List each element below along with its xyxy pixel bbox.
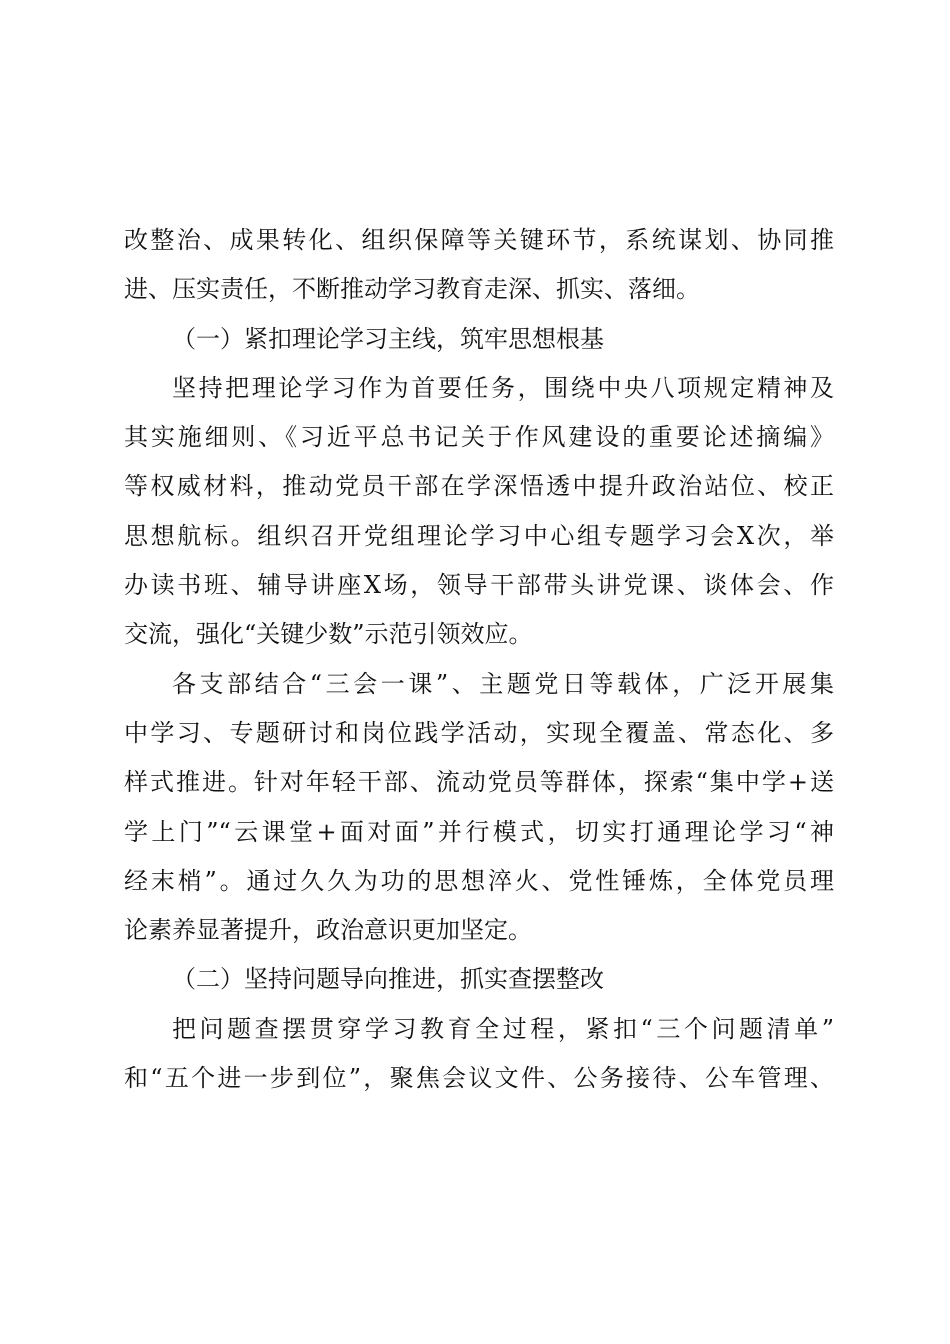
body-line: 其实施细则、《习近平总书记关于作风建设的重要论述摘编》 xyxy=(124,423,834,452)
body-line: 坚持把理论学习作为首要任务，围绕中央八项规定精神及 xyxy=(172,373,834,402)
body-line: 学上门”“云课堂+面对面”并行模式，切实打通理论学习“神 xyxy=(124,817,834,846)
body-line: 交流，强化“关键少数”示范引领效应。 xyxy=(124,620,533,649)
body-line: 进、压实责任，不断推动学习教育走深、抓实、落细。 xyxy=(124,275,700,304)
body-line: 和“五个进一步到位”，聚焦会议文件、公务接待、公车管理、 xyxy=(124,1064,834,1093)
body-line: 论素养显著提升，政治意识更加坚定。 xyxy=(124,916,532,945)
body-line: 办读书班、辅导讲座X场，领导干部带头讲党课、谈体会、作 xyxy=(124,571,834,600)
body-line: 把问题查摆贯穿学习教育全过程，紧扣“三个问题清单” xyxy=(172,1014,834,1043)
section-heading: （一）紧扣理论学习主线，筑牢思想根基 xyxy=(172,324,604,353)
body-line: 等权威材料，推动党员干部在学深悟透中提升政治站位、校正 xyxy=(124,472,834,501)
body-line: 思想航标。组织召开党组理论学习中心组专题学习会X次，举 xyxy=(124,521,834,550)
body-line: 经末梢”。通过久久为功的思想淬火、党性锤炼，全体党员理 xyxy=(124,866,834,895)
body-line: 中学习、专题研讨和岗位践学活动，实现全覆盖、常态化、多 xyxy=(124,718,834,747)
document-body xyxy=(124,216,834,1103)
section-heading: （二）坚持问题导向推进，抓实查摆整改 xyxy=(172,965,604,994)
body-line: 样式推进。针对年轻干部、流动党员等群体，探索“集中学+送 xyxy=(124,768,834,797)
body-line: 各支部结合“三会一课”、主题党日等载体，广泛开展集 xyxy=(172,669,834,698)
body-line: 改整治、成果转化、组织保障等关键环节，系统谋划、协同推 xyxy=(124,226,834,254)
